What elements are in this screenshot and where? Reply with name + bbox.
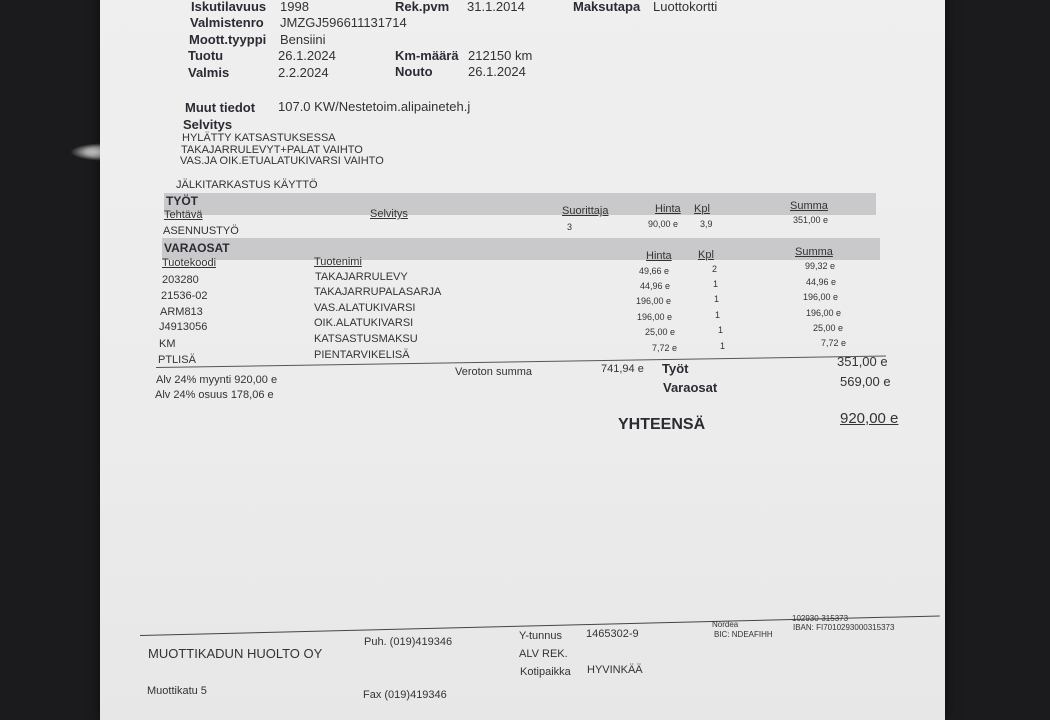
row-hinta: 196,00 e	[637, 312, 673, 322]
company-address: Muottikatu 5	[147, 685, 207, 697]
moottyyppi-value: Bensiini	[280, 32, 326, 47]
iskutilavuus-label: Iskutilavuus	[191, 0, 267, 14]
row-summa: 196,00 e	[803, 292, 839, 302]
row-hinta: 25,00 e	[645, 327, 676, 337]
row-hinta: 49,66 e	[639, 266, 670, 276]
row-koodi: ARM813	[160, 306, 203, 318]
selvitys-line: HYLÄTTY KATSASTUKSESSA	[182, 132, 336, 144]
veroton-value: 741,94 e	[601, 363, 644, 375]
tyot-header-band	[164, 193, 876, 215]
col-hinta-v: Hinta	[646, 250, 672, 262]
selvitys-extra: JÄLKITARKASTUS KÄYTTÖ	[176, 179, 318, 191]
col-hinta: Hinta	[655, 203, 681, 215]
selvitys-line: VAS.JA OIK.ETUALATUKIVARSI VAIHTO	[180, 155, 384, 167]
kmmaara-label: Km-määrä	[395, 48, 459, 63]
muut-tiedot-label: Muut tiedot	[185, 100, 256, 115]
row-koodi: KM	[159, 338, 176, 350]
kotipaikka-value: HYVINKÄÄ	[587, 664, 643, 676]
alv-rek: ALV REK.	[519, 648, 568, 660]
valmis-label: Valmis	[188, 65, 230, 80]
row-kpl: 1	[714, 294, 720, 304]
row-koodi: J4913056	[159, 321, 208, 333]
row-nimi: OIK.ALATUKIVARSI	[314, 317, 414, 329]
varaosat-total-value: 569,00 e	[840, 374, 891, 389]
row-kpl: 2	[712, 264, 718, 274]
moottyyppi-label: Moott.tyyppi	[189, 32, 267, 47]
col-summa-v: Summa	[795, 246, 833, 258]
row-nimi: PIENTARVIKELISÄ	[314, 349, 410, 361]
col-kpl: Kpl	[694, 203, 710, 215]
veroton-label: Veroton summa	[455, 366, 533, 378]
tyot-summa: 351,00 e	[793, 215, 829, 225]
varaosat-title: VARAOSAT	[164, 241, 230, 255]
bank-iban: IBAN: FI7010293000315373	[793, 623, 895, 632]
ytunnus-label: Y-tunnus	[519, 630, 563, 642]
tyot-hinta: 90,00 e	[648, 219, 679, 229]
row-nimi: VAS.ALATUKIVARSI	[314, 302, 416, 314]
col-kpl-v: Kpl	[698, 249, 714, 261]
row-koodi: PTLISÄ	[158, 354, 196, 366]
tyot-suorittaja: 3	[567, 222, 573, 232]
valmistenro-value: JMZGJ596611131714	[280, 15, 407, 30]
col-tuotenimi: Tuotenimi	[314, 256, 362, 268]
tyot-total-value: 351,00 e	[837, 354, 888, 369]
bank-account: 102930-315373	[792, 614, 849, 623]
valmistenro-label: Valmistenro	[190, 15, 264, 30]
row-summa: 99,32 e	[805, 261, 836, 271]
alv-myynti: Alv 24% myynti 920,00 e	[156, 374, 278, 386]
tuotu-label: Tuotu	[188, 48, 224, 63]
alv-osuus: Alv 24% osuus 178,06 e	[155, 389, 274, 401]
kotipaikka-label: Kotipaikka	[520, 666, 571, 678]
muut-tiedot-value: 107.0 KW/Nestetoim.alipaineteh.j	[278, 99, 471, 114]
tuotu-value: 26.1.2024	[278, 48, 336, 63]
row-nimi: KATSASTUSMAKSU	[314, 333, 418, 345]
nouto-value: 26.1.2024	[468, 64, 526, 79]
yhteensa-value: 920,00 e	[840, 410, 899, 427]
row-kpl: 1	[720, 341, 726, 351]
row-kpl: 1	[715, 310, 721, 320]
row-hinta: 44,96 e	[640, 281, 671, 291]
col-tuotekoodi: Tuotekoodi	[162, 257, 217, 269]
phone-number: Puh. (019)419346	[364, 636, 453, 648]
row-nimi: TAKAJARRULEVY	[315, 271, 408, 283]
row-summa: 25,00 e	[813, 323, 844, 333]
selvitys-line: TAKAJARRULEVYT+PALAT VAIHTO	[181, 144, 363, 156]
row-summa: 196,00 e	[806, 308, 842, 318]
row-kpl: 1	[718, 325, 724, 335]
row-koodi: 203280	[162, 274, 199, 286]
varaosat-header-band	[162, 238, 880, 260]
bank-bic: BIC: NDEAFIHH	[714, 630, 773, 639]
fax-number: Fax (019)419346	[363, 689, 447, 701]
tyot-kpl: 3,9	[700, 219, 713, 229]
kmmaara-value: 212150 km	[468, 48, 533, 63]
row-summa: 7,72 e	[821, 338, 847, 348]
col-suorittaja: Suorittaja	[562, 205, 609, 217]
nouto-label: Nouto	[395, 64, 433, 79]
rekpvm-value: 31.1.2014	[467, 0, 525, 14]
iskutilavuus-value: 1998	[280, 0, 309, 14]
yhteensa-label: YHTEENSÄ	[618, 416, 706, 433]
maksutapa-label: Maksutapa	[573, 0, 641, 14]
ytunnus-value: 1465302-9	[586, 628, 639, 640]
bank-name: Nordea	[712, 620, 739, 629]
tyot-title: TYÖT	[166, 194, 198, 208]
valmis-value: 2.2.2024	[278, 65, 329, 80]
row-nimi: TAKAJARRUPALASARJA	[314, 286, 442, 298]
col-summa: Summa	[790, 200, 828, 212]
maksutapa-value: Luottokortti	[653, 0, 718, 14]
row-summa: 44,96 e	[806, 277, 837, 287]
row-kpl: 1	[713, 279, 719, 289]
tyot-tehtava: ASENNUSTYÖ	[163, 225, 239, 237]
varaosat-total-label: Varaosat	[663, 380, 718, 395]
col-selvitys: Selvitys	[370, 208, 408, 220]
row-koodi: 21536-02	[161, 290, 208, 302]
rekpvm-label: Rek.pvm	[395, 0, 450, 14]
company-name: MUOTTIKADUN HUOLTO OY	[148, 646, 323, 661]
row-hinta: 196,00 e	[636, 296, 672, 306]
col-tehtava: Tehtävä	[164, 209, 203, 221]
row-hinta: 7,72 e	[652, 343, 678, 353]
selvitys-label: Selvitys	[183, 117, 233, 132]
invoice-paper	[100, 0, 945, 720]
tyot-total-label: Työt	[662, 361, 689, 376]
